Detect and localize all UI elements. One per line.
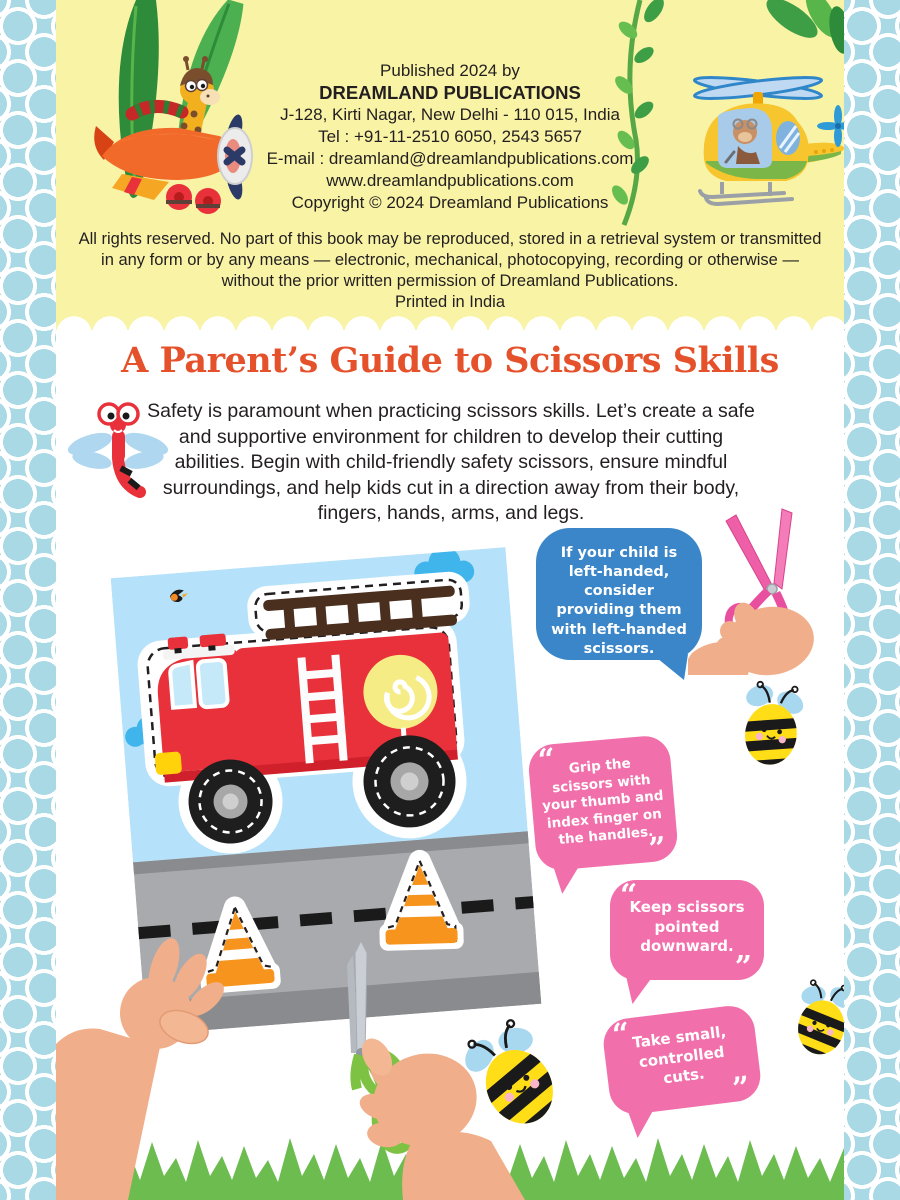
publisher-name: DREAMLAND PUBLICATIONS xyxy=(319,82,581,103)
close-quote: ” xyxy=(734,950,752,985)
publisher-block xyxy=(56,60,844,214)
open-quote: “ xyxy=(620,878,638,913)
tip-text: Grip the scissors with your thumb and index finger on the handles. xyxy=(541,755,665,849)
tip-text: Keep scissors pointed downward. xyxy=(629,898,745,955)
rights-text: All rights reserved. No part of this book may be reproduced, stored in a retrieval system or transmitted in any form or by any means — electronic, mechanical, photocopying, recording or otherwise — without the prior written permission of Dreamland Publications. xyxy=(78,230,822,290)
close-quote: ” xyxy=(647,830,668,868)
publisher-phone: Tel : +91-11-2510 6050, 2543 5657 xyxy=(318,127,582,146)
rights-notice xyxy=(77,229,823,313)
publisher-email: E-mail : dreamland@dreamlandpublications.com xyxy=(266,149,634,168)
printed-in: Printed in India xyxy=(394,293,506,311)
bubble-tail xyxy=(626,976,662,1004)
child-right-hand-green-scissors xyxy=(295,935,525,1200)
bee-illustration-1 xyxy=(728,678,820,773)
publisher-copyright: Copyright © 2024 Dreamland Publications xyxy=(291,193,609,212)
dragonfly-illustration xyxy=(62,392,172,507)
tip-bubble-left-handed xyxy=(536,528,702,660)
publisher-address: J-128, Kirti Nagar, New Delhi - 110 015, India xyxy=(280,105,620,124)
open-quote: “ xyxy=(610,1016,632,1054)
page-title: A Parent’s Guide to Scissors Skills xyxy=(121,340,779,381)
bubble-tail xyxy=(648,654,688,680)
open-quote: “ xyxy=(536,742,557,779)
tip-bubble-small-cuts xyxy=(601,1003,764,1117)
publisher-website: www.dreamlandpublications.com xyxy=(326,171,574,190)
published-line: Published 2024 by xyxy=(380,61,520,80)
guide-intro-paragraph: Safety is paramount when practicing scissors skills. Let’s create a safe and supportive environment for children to develop their cutting abilities. Begin with child-friendly safety scissors, ensure mindful surroundings, and help kids cut in a direction away from their body, fingers, hands, arms, and legs. xyxy=(147,400,755,524)
tip-bubble-grip xyxy=(527,734,679,872)
close-quote: ” xyxy=(730,1070,752,1107)
bubble-tail xyxy=(553,863,591,894)
tip-text: If your child is left-handed, consider providing them with left-handed scissors. xyxy=(551,545,687,657)
right-border-pattern xyxy=(844,0,900,1200)
left-border-pattern xyxy=(0,0,56,1200)
tip-bubble-pointed-downward xyxy=(610,878,764,985)
imprint-panel-scallop-edge xyxy=(56,314,844,330)
tip-text: Take small, controlled cuts. xyxy=(631,1022,727,1088)
